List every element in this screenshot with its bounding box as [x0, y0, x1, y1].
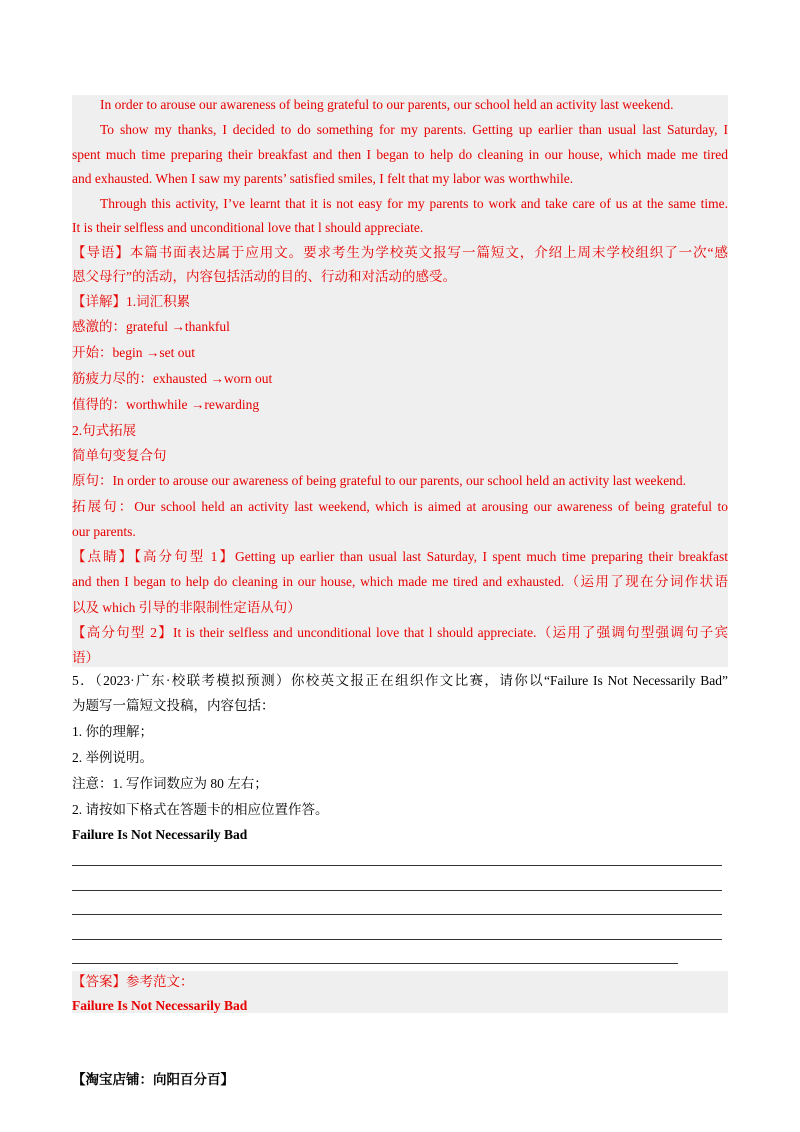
highlight-1-line-2: and then I began to help do cleaning in our house, which made me tired and exhausted.（运用了现在分词作状语	[72, 574, 728, 589]
vocab-item: 感激的：grateful →thankful	[72, 319, 230, 334]
question-5-line-2: 为题写一篇短文投稿，内容包括：	[72, 698, 275, 713]
vocab-item: 开始：begin →set out	[72, 345, 195, 360]
vocab-item: 值得的：worthwhile →rewarding	[72, 397, 260, 412]
details-section-2: 2.句式拓展	[72, 423, 137, 438]
writing-line	[72, 963, 678, 964]
vocab-item: 筋疲力尽的：exhausted →worn out	[72, 371, 273, 386]
highlight-1-line-1: 【点睛】【高分句型 1】Getting up earlier than usual last Saturday, I spent much time preparing their breakfast	[72, 549, 728, 564]
guide-line-1: 【导语】本篇书面表达属于应用文。要求考生为学校英文报写一篇短文，介绍上周末学校组织了一次“感	[72, 245, 728, 260]
writing-line	[72, 939, 722, 940]
highlight-2-line-2: 语）	[72, 650, 99, 665]
original-sentence: 原句：In order to arouse our awareness of being grateful to our parents, our school held an activity last weekend.	[72, 473, 687, 488]
essay-paragraph-3-line-2: It is their selfless and unconditional love that l should appreciate.	[72, 220, 424, 235]
answer-title: Failure Is Not Necessarily Bad	[72, 998, 248, 1013]
answer-label: 【答案】参考范文：	[72, 974, 194, 989]
essay-paragraph-2-line-2: spent much time preparing their breakfast and then I began to help do cleaning in our house, which made me tired	[72, 147, 728, 162]
details-section-2-sub: 简单句变复合句	[72, 448, 167, 463]
expanded-sentence-line-1: 拓展句：Our school held an activity last weekend, which is aimed at arousing our awareness of being grateful to	[72, 499, 728, 514]
question-5-note-2: 2. 请按如下格式在答题卡的相应位置作答。	[72, 802, 329, 817]
question-5-item-1: 1. 你的理解；	[72, 724, 153, 739]
essay-paragraph-2-line-1: To show my thanks, I decided to do something for my parents. Getting up earlier than usual last Saturday, I	[100, 122, 728, 137]
essay-paragraph-1: In order to arouse our awareness of being grateful to our parents, our school held an activity last weekend.	[100, 97, 674, 112]
writing-line	[72, 914, 722, 915]
essay-paragraph-2-line-3: and exhausted. When I saw my parents’ satisfied smiles, I felt that my labor was worthwhile.	[72, 171, 574, 186]
question-5-item-2: 2. 举例说明。	[72, 750, 153, 765]
highlight-1-line-3: 以及 which 引导的非限制性定语从句）	[72, 600, 301, 615]
details-heading: 【详解】1.词汇积累	[72, 294, 191, 309]
question-5-note-1: 注意：1. 写作词数应为 80 左右；	[72, 776, 268, 791]
essay-paragraph-3-line-1: Through this activity, I’ve learnt that it is not easy for my parents to work and take care of us at the same time.	[100, 196, 728, 211]
expanded-sentence-line-2: our parents.	[72, 524, 136, 539]
highlight-2-line-1: 【高分句型 2】It is their selfless and unconditional love that l should appreciate.（运用了强调句型强调句子宾	[72, 625, 728, 640]
writing-line	[72, 865, 722, 866]
question-5-title: Failure Is Not Necessarily Bad	[72, 827, 248, 842]
writing-line	[72, 890, 722, 891]
footer-shop: 【淘宝店铺：向阳百分百】	[72, 1072, 234, 1087]
guide-line-2: 恩父母行”的活动，内容包括活动的目的、行动和对活动的感受。	[72, 269, 456, 284]
question-5-line-1: 5．（2023·广东·校联考模拟预测）你校英文报正在组织作文比赛，请你以“Failure Is Not Necessarily Bad”	[72, 673, 728, 688]
